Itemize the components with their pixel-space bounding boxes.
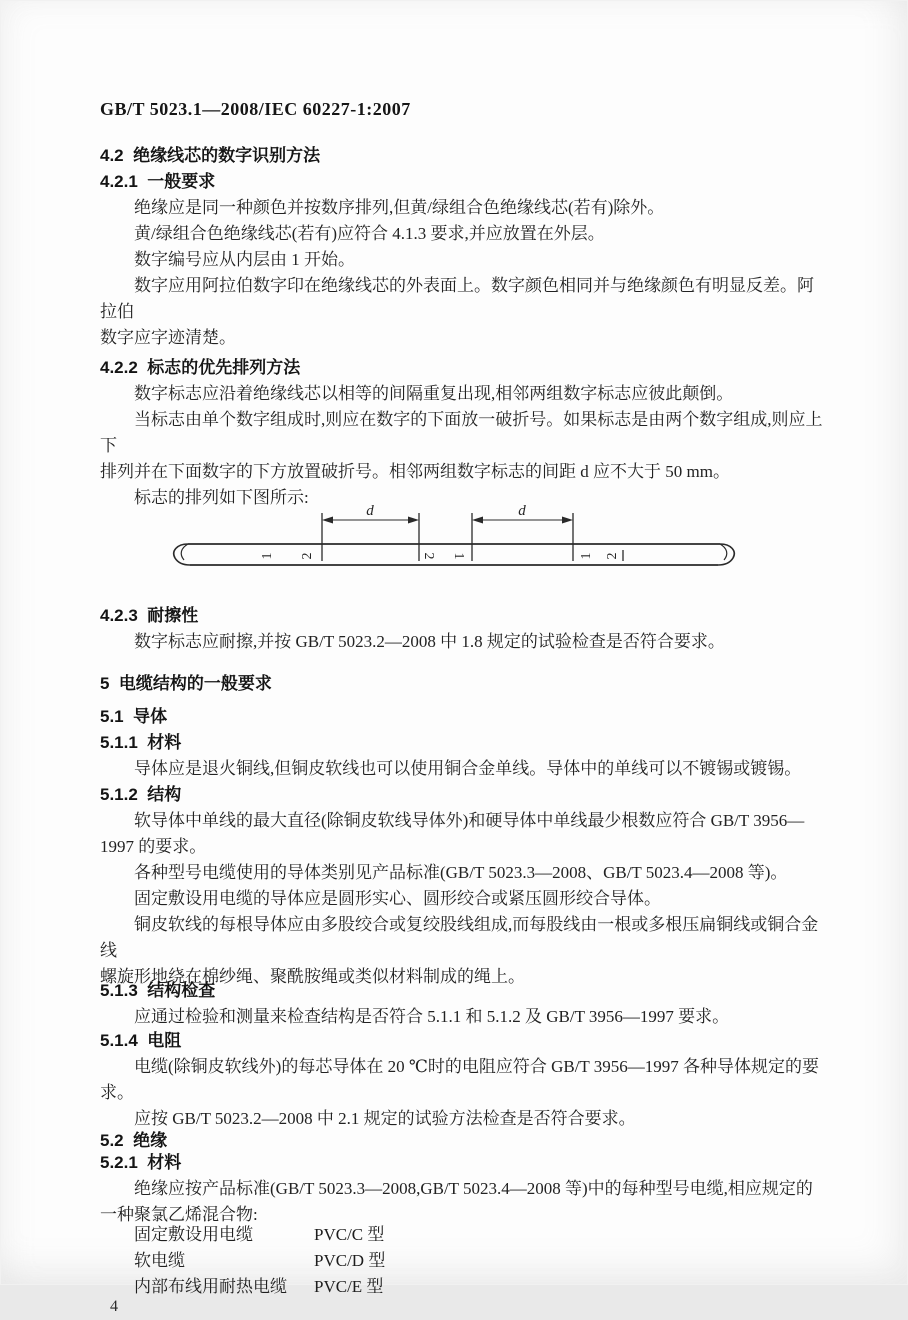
section-heading-4-2-2: 4.2.2 标志的优先排列方法 xyxy=(100,358,301,377)
paragraph-line: 软导体中单线的最大直径(除铜皮软线导体外)和硬导体中单线最少根数应符合 GB/T 3956— xyxy=(134,811,805,830)
paragraph-line: 数字应用阿拉伯数字印在绝缘线芯的外表面上。数字颜色相同并与绝缘颜色有明显反差。阿拉伯 xyxy=(100,276,814,321)
paragraph-line: 螺旋形地绕在棉纱绳、聚酰胺绳或类似材料制成的绳上。 xyxy=(100,967,525,986)
arrowhead-right xyxy=(408,517,419,524)
paragraph-line: 数字编号应从内层由 1 开始。 xyxy=(134,250,355,269)
paragraph-line: 当标志由单个数字组成时,则应在数字的下面放一破折号。如果标志是由两个数字组成,则应上下 xyxy=(100,410,823,455)
cable-marking-figure xyxy=(150,505,824,581)
cable-right-end-curl-inner xyxy=(720,544,727,560)
paragraph-line: 各种型号电缆使用的导体类别见产品标准(GB/T 5023.3—2008、GB/T 5023.4—2008 等)。 xyxy=(134,863,788,882)
cable-mark-digit: 1 xyxy=(260,552,276,560)
cable-mark-digit: 2 xyxy=(300,552,316,560)
cable-use-label: 软电缆 xyxy=(134,1251,185,1270)
cable-mark-digit: 1 xyxy=(450,552,466,560)
paragraph-line: 电缆(除铜皮软线外)的每芯导体在 20 ℃时的电阻应符合 GB/T 3956—1997 各种导体规定的要求。 xyxy=(100,1057,820,1102)
arrowhead-left xyxy=(322,517,333,524)
paragraph-line: 应通过检验和测量来检查结构是否符合 5.1.1 和 5.1.2 及 GB/T 3956—1997 要求。 xyxy=(134,1007,730,1026)
cable-left-end-curl-inner xyxy=(181,544,188,560)
paragraph-line: 数字标志应耐擦,并按 GB/T 5023.2—2008 中 1.8 规定的试验检查是否符合要求。 xyxy=(134,632,725,651)
section-heading-4-2: 4.2 绝缘线芯的数字识别方法 xyxy=(100,146,321,165)
section-heading-5-1-1: 5.1.1 材料 xyxy=(100,733,182,752)
pvc-type-value: PVC/C 型 xyxy=(314,1225,385,1244)
dimension-label: d xyxy=(518,503,526,519)
paragraph-line: 黄/绿组合色绝缘线芯(若有)应符合 4.1.3 要求,并应放置在外层。 xyxy=(134,224,605,243)
page-number: 4 xyxy=(110,1298,118,1315)
arrowhead-left xyxy=(472,517,483,524)
pvc-type-row xyxy=(100,1222,824,1248)
pvc-type-value: PVC/E 型 xyxy=(314,1277,384,1296)
section-heading-5-1-4: 5.1.4 电阻 xyxy=(100,1031,182,1050)
paragraph-line: 铜皮软线的每根导体应由多股绞合或复绞股线组成,而每股线由一根或多根压扁铜线或铜合金线 xyxy=(100,915,819,960)
dimension-label: d xyxy=(366,503,374,519)
cable-mark-digit: 2 xyxy=(420,552,436,560)
cable-use-label: 固定敷设用电缆 xyxy=(134,1225,253,1244)
section-heading-5-1-3: 5.1.3 结构检查 xyxy=(100,981,216,1000)
section-heading-5-1: 5.1 导体 xyxy=(100,707,168,726)
section-heading-5: 5 电缆结构的一般要求 xyxy=(100,674,272,693)
section-heading-4-2-1: 4.2.1 一般要求 xyxy=(100,172,216,191)
paragraph-line: 导体应是退火铜线,但铜皮软线也可以使用铜合金单线。导体中的单线可以不镀锡或镀锡。 xyxy=(134,759,802,778)
paragraph-line: 固定敷设用电缆的导体应是圆形实心、圆形绞合或紧压圆形绞合导体。 xyxy=(134,889,661,908)
cable-mark-digit: 1 xyxy=(579,552,595,560)
section-heading-4-2-3: 4.2.3 耐擦性 xyxy=(100,606,199,625)
section-heading-5-2: 5.2 绝缘 xyxy=(100,1131,168,1150)
paragraph-line: 绝缘应按产品标准(GB/T 5023.3—2008,GB/T 5023.4—2008 等)中的每种型号电缆,相应规定的 xyxy=(134,1179,813,1198)
paragraph-line: 1997 的要求。 xyxy=(100,837,207,856)
section-heading-5-2-1: 5.2.1 材料 xyxy=(100,1153,182,1172)
paragraph-line: 应按 GB/T 5023.2—2008 中 2.1 规定的试验方法检查是否符合要求。 xyxy=(134,1109,636,1128)
paragraph-line: 数字标志应沿着绝缘线芯以相等的间隔重复出现,相邻两组数字标志应彼此颠倒。 xyxy=(134,384,734,403)
cable-figure-svg xyxy=(150,505,750,581)
paragraph-line: 数字应字迹清楚。 xyxy=(100,328,236,347)
paragraph-line: 绝缘应是同一种颜色并按数序排列,但黄/绿组合色绝缘线芯(若有)除外。 xyxy=(134,198,665,217)
doc-number: GB/T 5023.1—2008/IEC 60227-1:2007 xyxy=(100,99,411,119)
paragraph-line: 一种聚氯乙烯混合物: xyxy=(100,1205,258,1224)
cable-use-label: 内部布线用耐热电缆 xyxy=(134,1277,287,1296)
paragraph-line: 标志的排列如下图所示: xyxy=(134,488,309,507)
cable-mark-digit: 2 xyxy=(605,552,621,560)
pvc-type-value: PVC/D 型 xyxy=(314,1251,386,1270)
arrowhead-right xyxy=(562,517,573,524)
section-heading-5-1-2: 5.1.2 结构 xyxy=(100,785,182,804)
pvc-type-row xyxy=(100,1248,824,1274)
paragraph-line: 排列并在下面数字的下方放置破折号。相邻两组数字标志的间距 d 应不大于 50 mm。 xyxy=(100,462,730,481)
